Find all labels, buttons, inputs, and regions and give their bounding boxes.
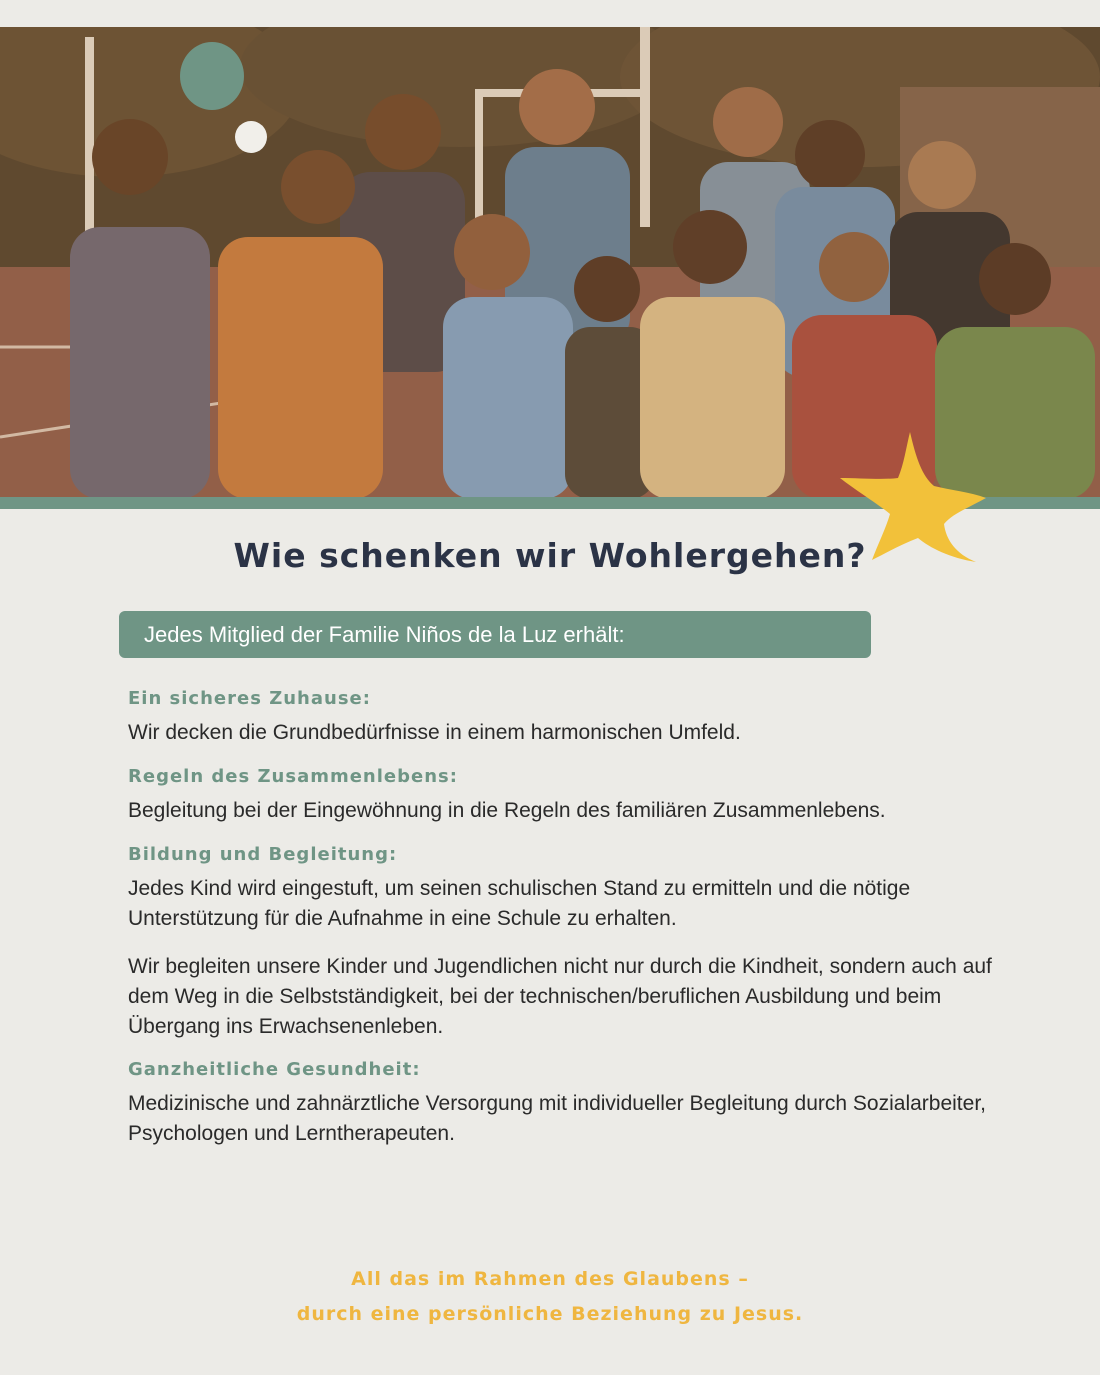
section-body: Jedes Kind wird eingestuft, um seinen schulischen Stand zu ermitteln und die nötige Unterstützung für die Aufnahme in eine Schule zu erhalten. xyxy=(128,877,911,930)
footer-faith-note xyxy=(0,1262,1100,1332)
section-heading: Ein sicheres Zuhause: xyxy=(128,688,371,709)
section-body: Begleitung bei der Eingewöhnung in die Regeln des familiären Zusammenlebens. xyxy=(128,799,886,822)
page-title: Wie schenken wir Wohlergehen? xyxy=(233,536,867,575)
section-body-extra: Wir begleiten unsere Kinder und Jugendlichen nicht nur durch die Kindheit, sondern auch auf dem Weg in die Selbstständigkeit, bei der technischen/beruflichen Ausbildung und beim Übergang ins Erwachsenenleben. xyxy=(128,955,992,1038)
section-heading: Regeln des Zusammenlebens: xyxy=(128,766,458,787)
footer-line-1: All das im Rahmen des Glaubens – xyxy=(351,1268,749,1290)
green-circle-icon xyxy=(180,42,244,110)
section-body: Medizinische und zahnärztliche Versorgung mit individueller Begleitung durch Sozialarbeiter, Psychologen und Lerntherapeuten. xyxy=(128,1092,986,1145)
intro-banner: Jedes Mitglied der Familie Niños de la Luz erhält: xyxy=(119,611,871,658)
footer-line-2: durch eine persönliche Beziehung zu Jesus. xyxy=(296,1303,804,1325)
section-body: Wir decken die Grundbedürfnisse in einem harmonischen Umfeld. xyxy=(128,721,741,744)
section-education xyxy=(128,842,1008,1042)
section-rules xyxy=(128,764,1008,826)
section-health xyxy=(128,1057,1008,1149)
section-safe-home xyxy=(128,686,1008,748)
white-circle-icon xyxy=(235,121,267,153)
section-heading: Bildung und Begleitung: xyxy=(128,844,398,865)
section-heading: Ganzheitliche Gesundheit: xyxy=(128,1059,421,1080)
